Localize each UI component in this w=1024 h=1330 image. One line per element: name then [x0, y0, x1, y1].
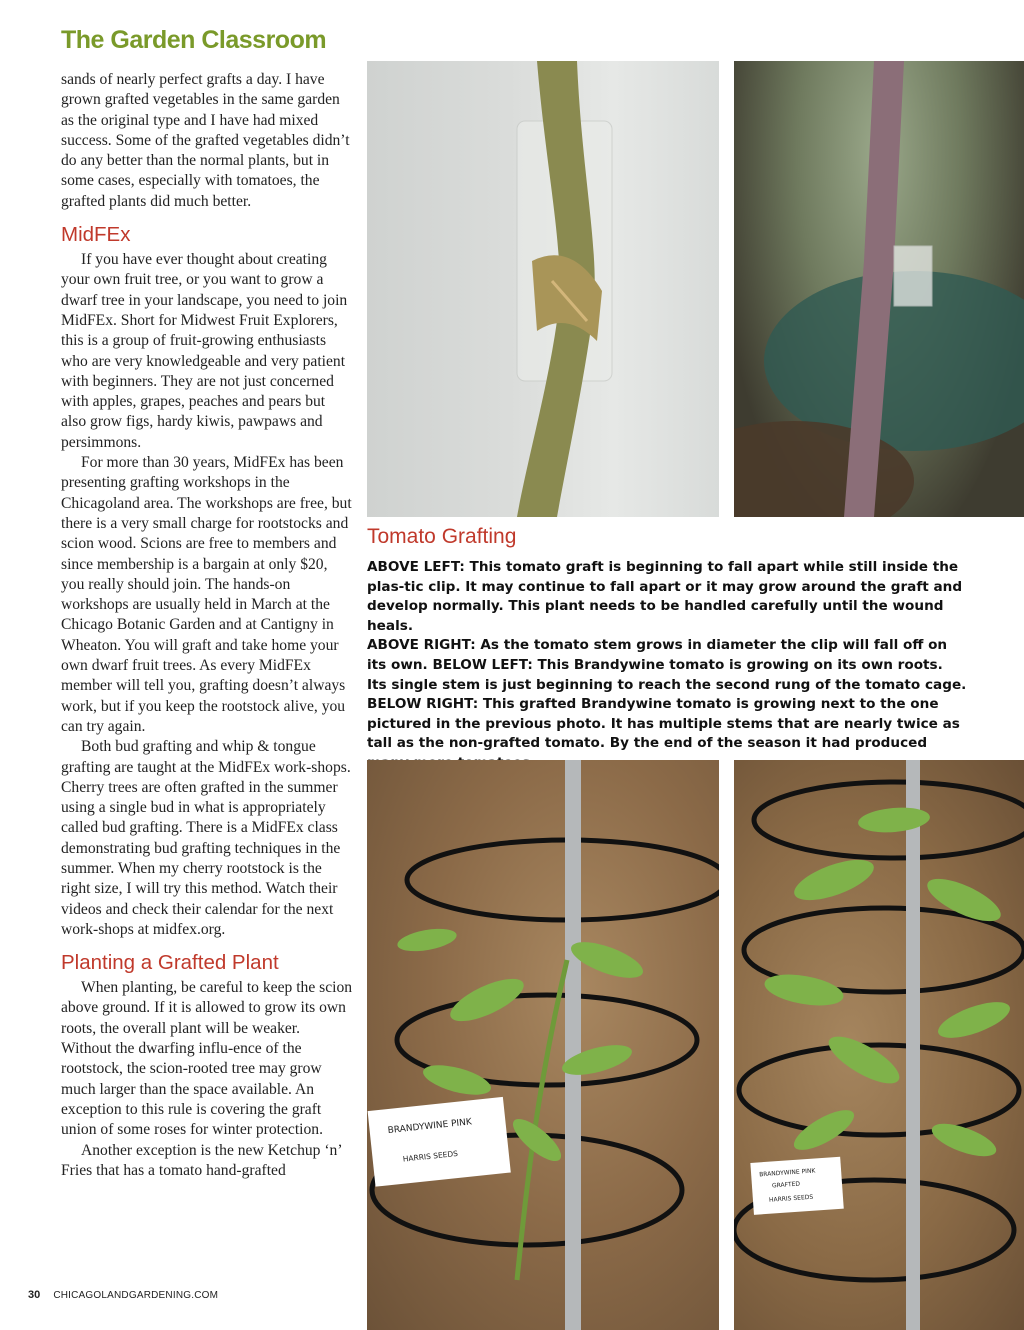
label-line-2: GRAFTED	[771, 1180, 801, 1190]
page-number: 30	[28, 1289, 41, 1301]
site-url: CHICAGOLANDGARDENING.COM	[53, 1290, 219, 1301]
photo-graft-clip	[367, 61, 719, 517]
planting-paragraph-1: When planting, be careful to keep the scion above ground. If it is allowed to grow its own roots, the overall plant will be weaker. Without the dwarfing influ-ence of the rootstock, the scion-rooted tree may grow much larger than the space available. An exception to this rule is covering the graft union of some roses for winter protection.	[61, 979, 353, 1139]
caption-title: Tomato Grafting	[367, 525, 517, 548]
label-line-1: BRANDYWINE PINK	[387, 1117, 473, 1137]
intro-paragraph: sands of nearly perfect grafts a day. I have grown grafted vegetables in the same garden as the original type and I have had mixed success. Some of the grafted vegetables didn’t do any better than the normal plants, but in some cases, especially with tomatoes, the grafted plants did much better.	[61, 71, 350, 210]
midfex-heading: MidFEx	[61, 223, 131, 247]
caption-below-right: BELOW RIGHT: This grafted Brandywine tomato is growing next to the one pictured in the previous photo. It has multiple stems that are nearly twice as tall as the non-grafted tomato. By the end of the season it had produced	[367, 696, 960, 752]
planting-heading: Planting a Grafted Plant	[61, 951, 279, 975]
label-line-3: HARRIS SEEDS	[768, 1193, 814, 1204]
main-column	[61, 70, 353, 1181]
page-footer	[28, 1289, 218, 1301]
label-line-2: HARRIS SEEDS	[402, 1148, 459, 1164]
caption-body	[367, 558, 967, 774]
photo-nongrafted-tomato	[367, 760, 719, 1330]
section-title: The Garden Classroom	[61, 26, 327, 54]
caption-above-left: ABOVE LEFT: This tomato graft is beginning to fall apart while still inside the plas-tic clip. It may continue to fall apart or it may grow around the graft and develop normally. This plant needs to be handled carefully until the wound heals.	[367, 559, 963, 634]
midfex-paragraph-1: If you have ever thought about creating your own fruit tree, or you want to grow a dwarf tree in your landscape, you need to join MidFEx. Short for Midwest Fruit Explorers, this is a group of fruit-growing enthusiasts who are very knowledgeable and very patient with beginners. They are not just concerned with apples, grapes, peaches and pears but also grow figs, hardy kiwis, pawpaws and persimmons.	[61, 251, 348, 451]
photo-grafted-tomato	[734, 760, 1024, 1330]
midfex-paragraph-3: Both bud grafting and whip & tongue grafting are taught at the MidFEx work-shops. Cherry trees are often grafted in the summer using a single bud in what is appropriately called bud grafting. There is a MidFEx class demonstrating bud grafting techniques in the summer. When my cherry rootstock is the right size, I will try this method. Watch their videos and check their calendar for the next work-shops at midfex.org.	[61, 738, 351, 938]
planting-paragraph-2: Another exception is the new Ketchup ‘n’ Fries that has a tomato hand-grafted	[61, 1141, 342, 1179]
midfex-paragraph-2: For more than 30 years, MidFEx has been presenting grafting workshops in the Chicagoland area. The workshops are free, but there is a very small charge for rootstocks and scion wood. Scions are free to members and since membership is a bargain at only $20, you really should join. The hands-on workshops are usually held in March at the Chicago Botanic Garden and at Cantigny in Wheaton. You will graft and take home your own dwarf fruit trees. As every MidFEx member will tell you, grafting doesn’t always work, but if you keep the rootstock alive, you can try again.	[61, 454, 352, 735]
label-line-1: BRANDYWINE PINK	[758, 1167, 816, 1179]
caption-above-right-below-left: ABOVE RIGHT: As the tomato stem grows in diameter the clip will fall off on its own. BELOW LEFT: This Brandywine tomato is growing on its own roots. Its single stem is just beginning to reach the second rung of the tomato cage.	[367, 637, 967, 693]
photo-stem-clip	[734, 61, 1024, 517]
